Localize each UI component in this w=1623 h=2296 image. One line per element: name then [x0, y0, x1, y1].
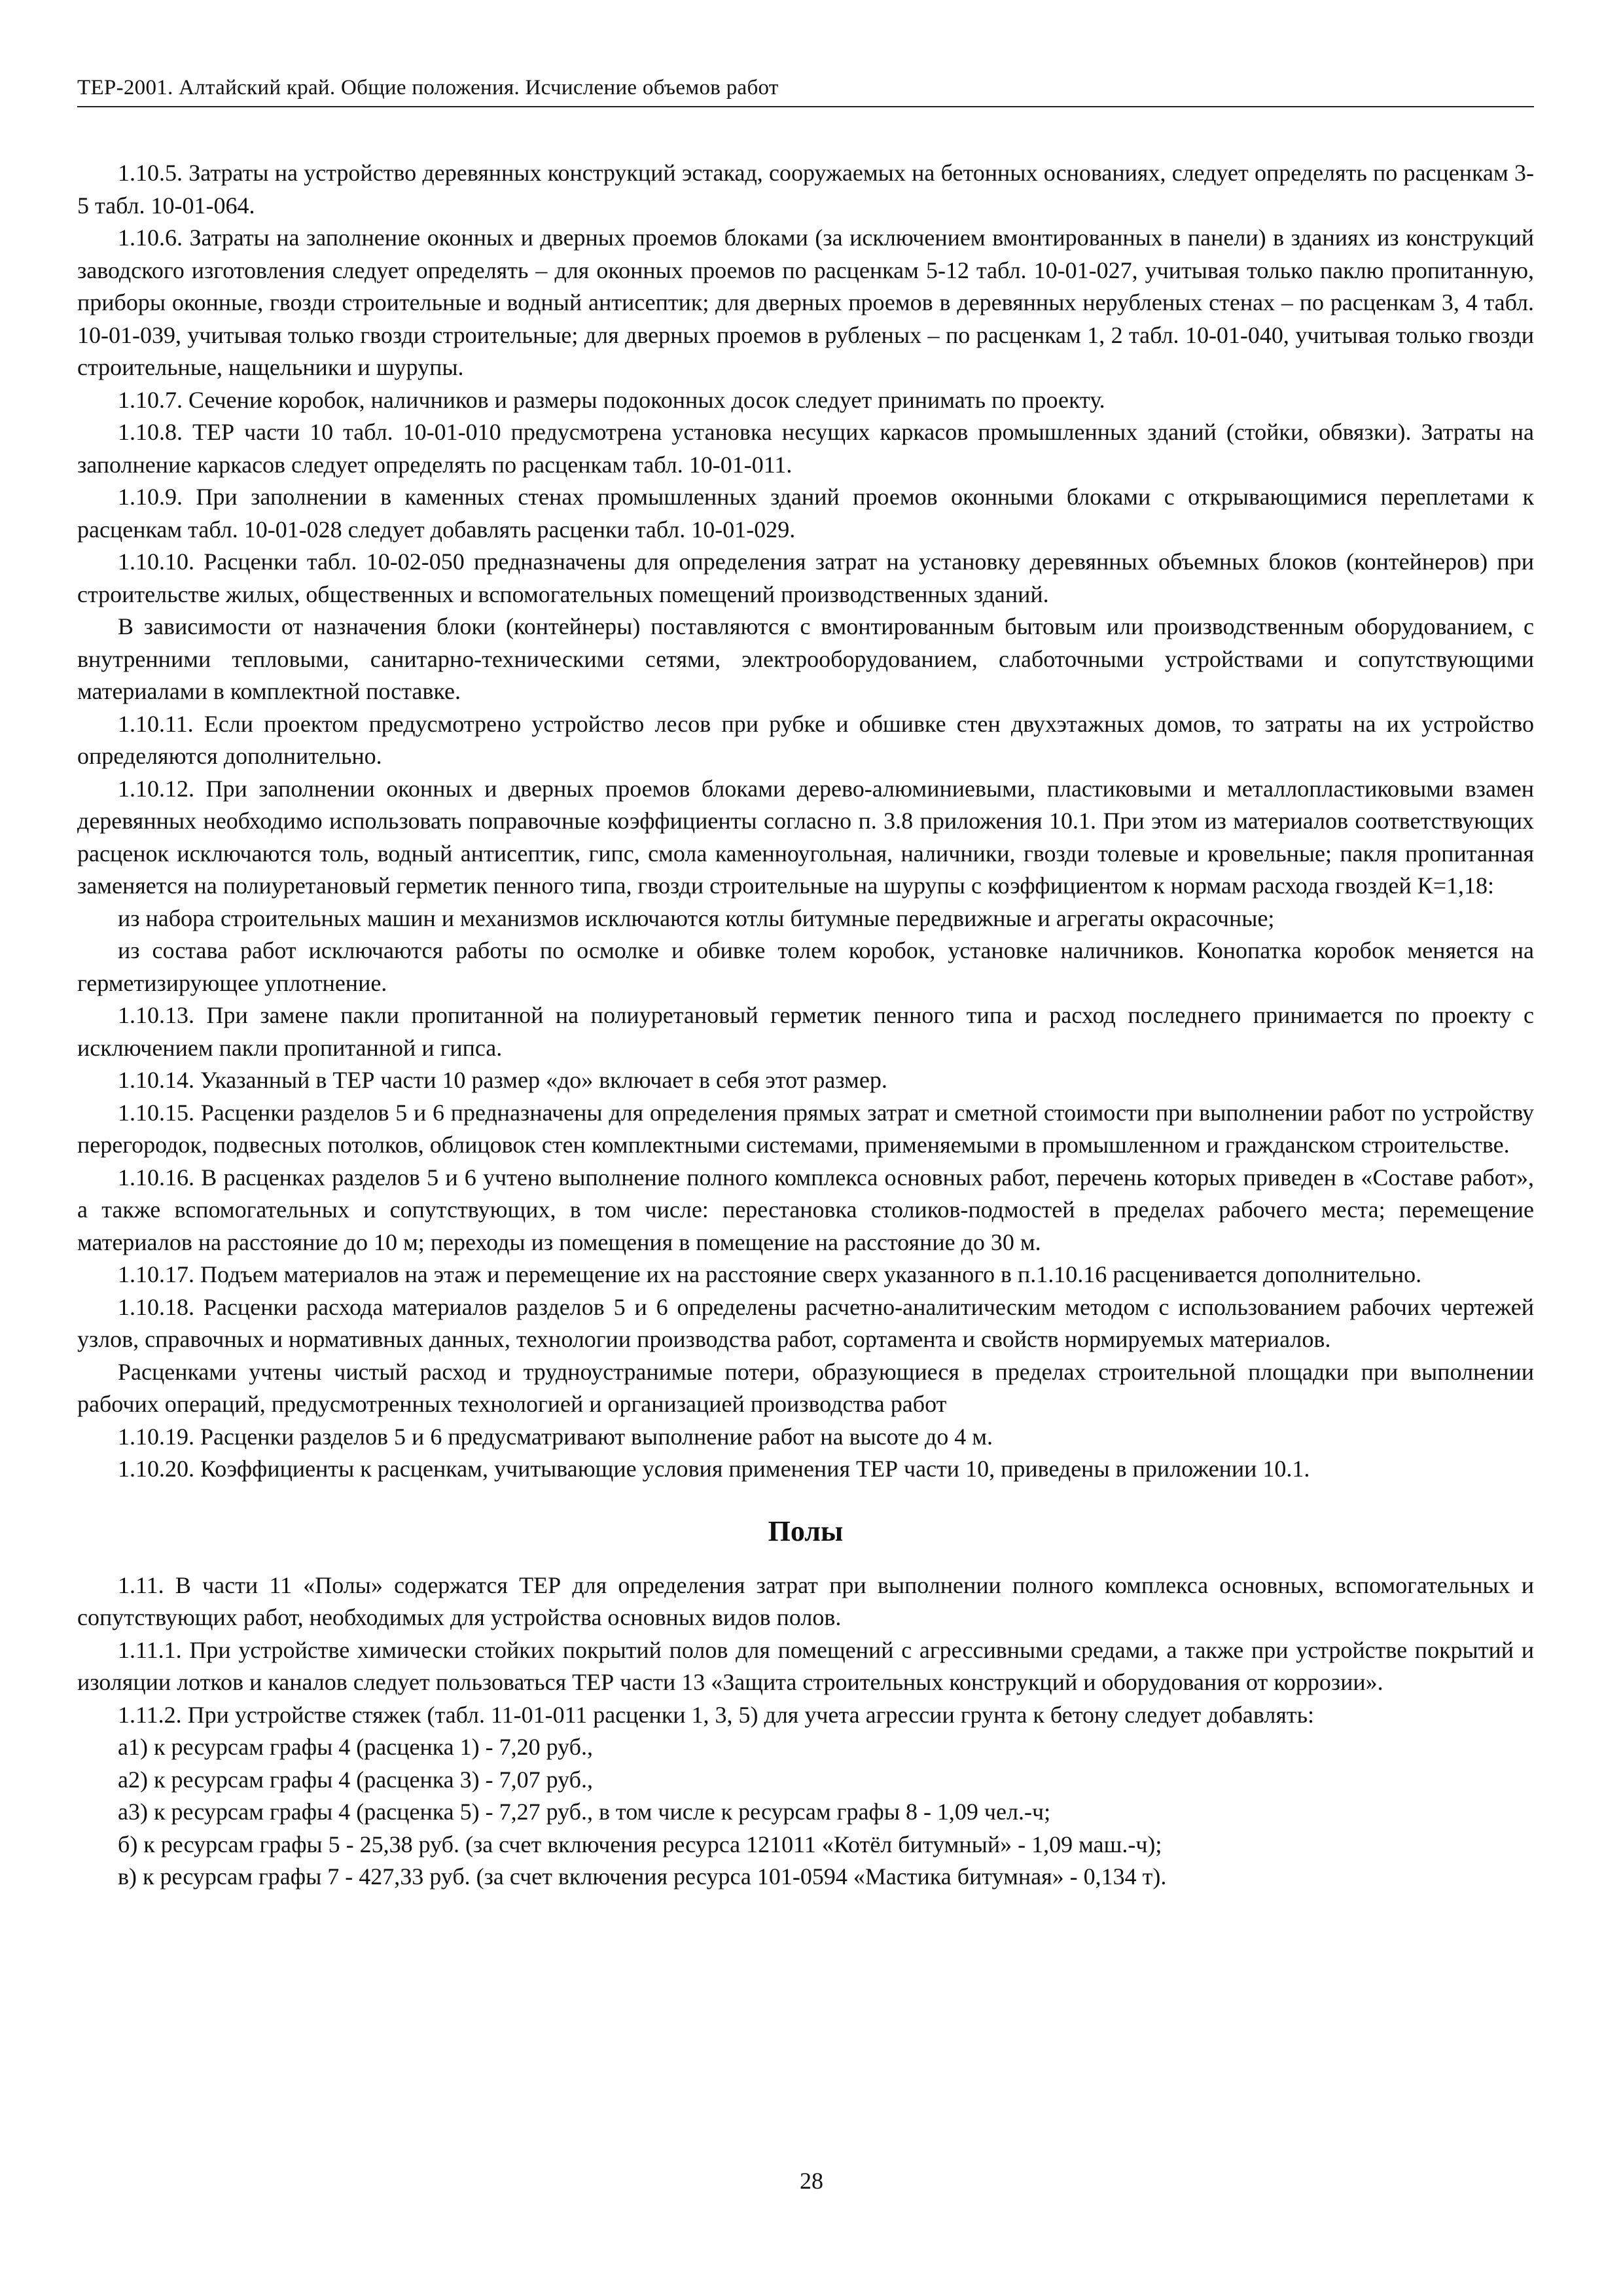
- paragraph: 1.11. В части 11 «Полы» содержатся ТЕР для определения затрат при выполнении полного комплекса основных, вспомогательных и сопутствующих работ, необходимых для устройства основных видов полов.: [77, 1571, 1534, 1630]
- page-header: [77, 73, 1534, 107]
- paragraph: 1.10.18. Расценки расхода материалов разделов 5 и 6 определены расчетно-аналитическим методом с использованием рабочих чертежей узлов, справочных и нормативных данных, технологии производства работ, сортамента и свойств нормируемых материалов.: [77, 1293, 1534, 1352]
- paragraph: Расценками учтены чистый расход и трудноустранимые потери, образующиеся в пределах строительной площадки при выполнении рабочих операций, предусмотренных технологией и организацией производства работ: [77, 1358, 1534, 1417]
- paragraph: В зависимости от назначения блоки (контейнеры) поставляются с вмонтированным бытовым или производственным оборудованием, с внутренними тепловыми, санитарно-техническими сетями, электрооборудованием, слаботочными устройствами и сопутствующими материалами в комплектной поставке.: [77, 613, 1534, 704]
- paragraph: 1.10.16. В расценках разделов 5 и 6 учтено выполнение полного комплекса основных работ, перечень которых приведен в «Составе работ», а также вспомогательных и сопутствующих, в том числе: перестановка столиков-подмостей в пределах рабочего места; перемещение материалов на расстояние до 10 м; переходы из помещения в помещение на расстояние до 30 м.: [77, 1164, 1534, 1255]
- paragraph: 1.10.13. При замене пакли пропитанной на полиуретановый герметик пенного типа и расход последнего принимается по проекту с исключением пакли пропитанной и гипса.: [77, 1002, 1534, 1061]
- header-title: ТЕР-2001. Алтайский край. Общие положения. Исчисление объемов работ: [77, 76, 779, 99]
- document-body: [77, 157, 1534, 1893]
- paragraph: 1.10.5. Затраты на устройство деревянных конструкций эстакад, сооружаемых на бетонных основаниях, следует определять по расценкам 3-5 табл. 10-01-064.: [77, 160, 1534, 219]
- paragraph: 1.10.10. Расценки табл. 10-02-050 предназначены для определения затрат на установку деревянных объемных блоков (контейнеров) при строительстве жилых, общественных и вспомогательных помещений производственных зданий.: [77, 548, 1534, 607]
- paragraph: 1.10.20. Коэффициенты к расценкам, учитывающие условия применения ТЕР части 10, приведены в приложении 10.1.: [118, 1456, 1310, 1482]
- paragraph: 1.10.11. Если проектом предусмотрено устройство лесов при рубке и обшивке стен двухэтажных домов, то затраты на их устройство определяются дополнительно.: [77, 710, 1534, 769]
- paragraph: 1.11.1. При устройстве химически стойких покрытий полов для помещений с агрессивными средами, а также при устройстве покрытий и изоляции лотков и каналов следует пользоваться ТЕР части 13 «Защита строительных конструкций и оборудования от коррозии».: [77, 1636, 1534, 1695]
- paragraph: 1.10.7. Сечение коробок, наличников и размеры подоконных досок следует принимать по проекту.: [118, 386, 1105, 413]
- paragraph: 1.10.15. Расценки разделов 5 и 6 предназначены для определения прямых затрат и сметной стоимости при выполнении работ по устройству перегородок, подвесных потолков, облицовок стен комплектными системами, применяемыми в промышленном и гражданском строительстве.: [77, 1099, 1534, 1158]
- paragraph: 1.10.8. ТЕР части 10 табл. 10-01-010 предусмотрена установка несущих каркасов промышленных зданий (стойки, обвязки). Затраты на заполнение каркасов следует определять по расценкам табл. 10-01-011.: [77, 419, 1534, 478]
- paragraph: из набора строительных машин и механизмов исключаются котлы битумные передвижные и агрегаты окрасочные;: [118, 905, 1275, 931]
- section-title: Полы: [768, 1515, 844, 1547]
- paragraph: 1.11.2. При устройстве стяжек (табл. 11-01-011 расценки 1, 3, 5) для учета агрессии грунта к бетону следует добавлять:: [118, 1701, 1315, 1728]
- list-item: в) к ресурсам графы 7 - 427,33 руб. (за счет включения ресурса 101-0594 «Мастика битумная» - 0,134 т).: [118, 1863, 1167, 1890]
- list-item: а2) к ресурсам графы 4 (расценка 3) - 7,07 руб.,: [118, 1766, 593, 1793]
- paragraph: из состава работ исключаются работы по осмолке и обивке толем коробок, установке наличников. Конопатка коробок меняется на герметизирующее уплотнение.: [77, 937, 1534, 996]
- paragraph: 1.10.19. Расценки разделов 5 и 6 предусматривают выполнение работ на высоте до 4 м.: [118, 1423, 993, 1450]
- paragraph: 1.10.12. При заполнении оконных и дверных проемов блоками дерево-алюминиевыми, пластиковыми и металлопластиковыми взамен деревянных необходимо использовать поправочные коэффициенты согласно п. 3.8 приложения 10.1. При этом из материалов соответствующих расценок исключаются толь, водный антисептик, гипс, смола каменноугольная, наличники, гвозди толевые и кровельные; пакля пропитанная заменяется на полиуретановый герметик пенного типа, гвозди строительные на шурупы с коэффициентом к нормам расхода гвоздей К=1,18:: [77, 775, 1534, 899]
- list-item: а3) к ресурсам графы 4 (расценка 5) - 7,27 руб., в том числе к ресурсам графы 8 - 1,09 чел.-ч;: [118, 1799, 1051, 1825]
- paragraph: 1.10.17. Подъем материалов на этаж и перемещение их на расстояние сверх указанного в п.1.10.16 расценивается дополнительно.: [118, 1261, 1422, 1287]
- list-item: б) к ресурсам графы 5 - 25,38 руб. (за счет включения ресурса 121011 «Котёл битумный» - 1,09 маш.-ч);: [118, 1831, 1162, 1857]
- paragraph: 1.10.14. Указанный в ТЕР части 10 размер «до» включает в себя этот размер.: [118, 1067, 887, 1093]
- paragraph: 1.10.9. При заполнении в каменных стенах промышленных зданий проемов оконными блоками с открывающимися переплетами к расценкам табл. 10-01-028 следует добавлять расценки табл. 10-01-029.: [77, 484, 1534, 543]
- list-item: а1) к ресурсам графы 4 (расценка 1) - 7,20 руб.,: [118, 1734, 593, 1760]
- paragraph: 1.10.6. Затраты на заполнение оконных и дверных проемов блоками (за исключением вмонтированных в панели) в зданиях из конструкций заводского изготовления следует определять – для оконных проемов по расценкам 5-12 табл. 10-01-027, учитывая только паклю пропитанную, приборы оконные, гвозди строительные и водный антисептик; для дверных проемов в деревянных нерубленых стенах – по расценкам 3, 4 табл. 10-01-039, учитывая только гвозди строительные; для дверных проемов в рубленых – по расценкам 1, 2 табл. 10-01-040, учитывая только гвозди строительные, нащельники и шурупы.: [77, 224, 1534, 380]
- page-number: 28: [800, 2168, 823, 2194]
